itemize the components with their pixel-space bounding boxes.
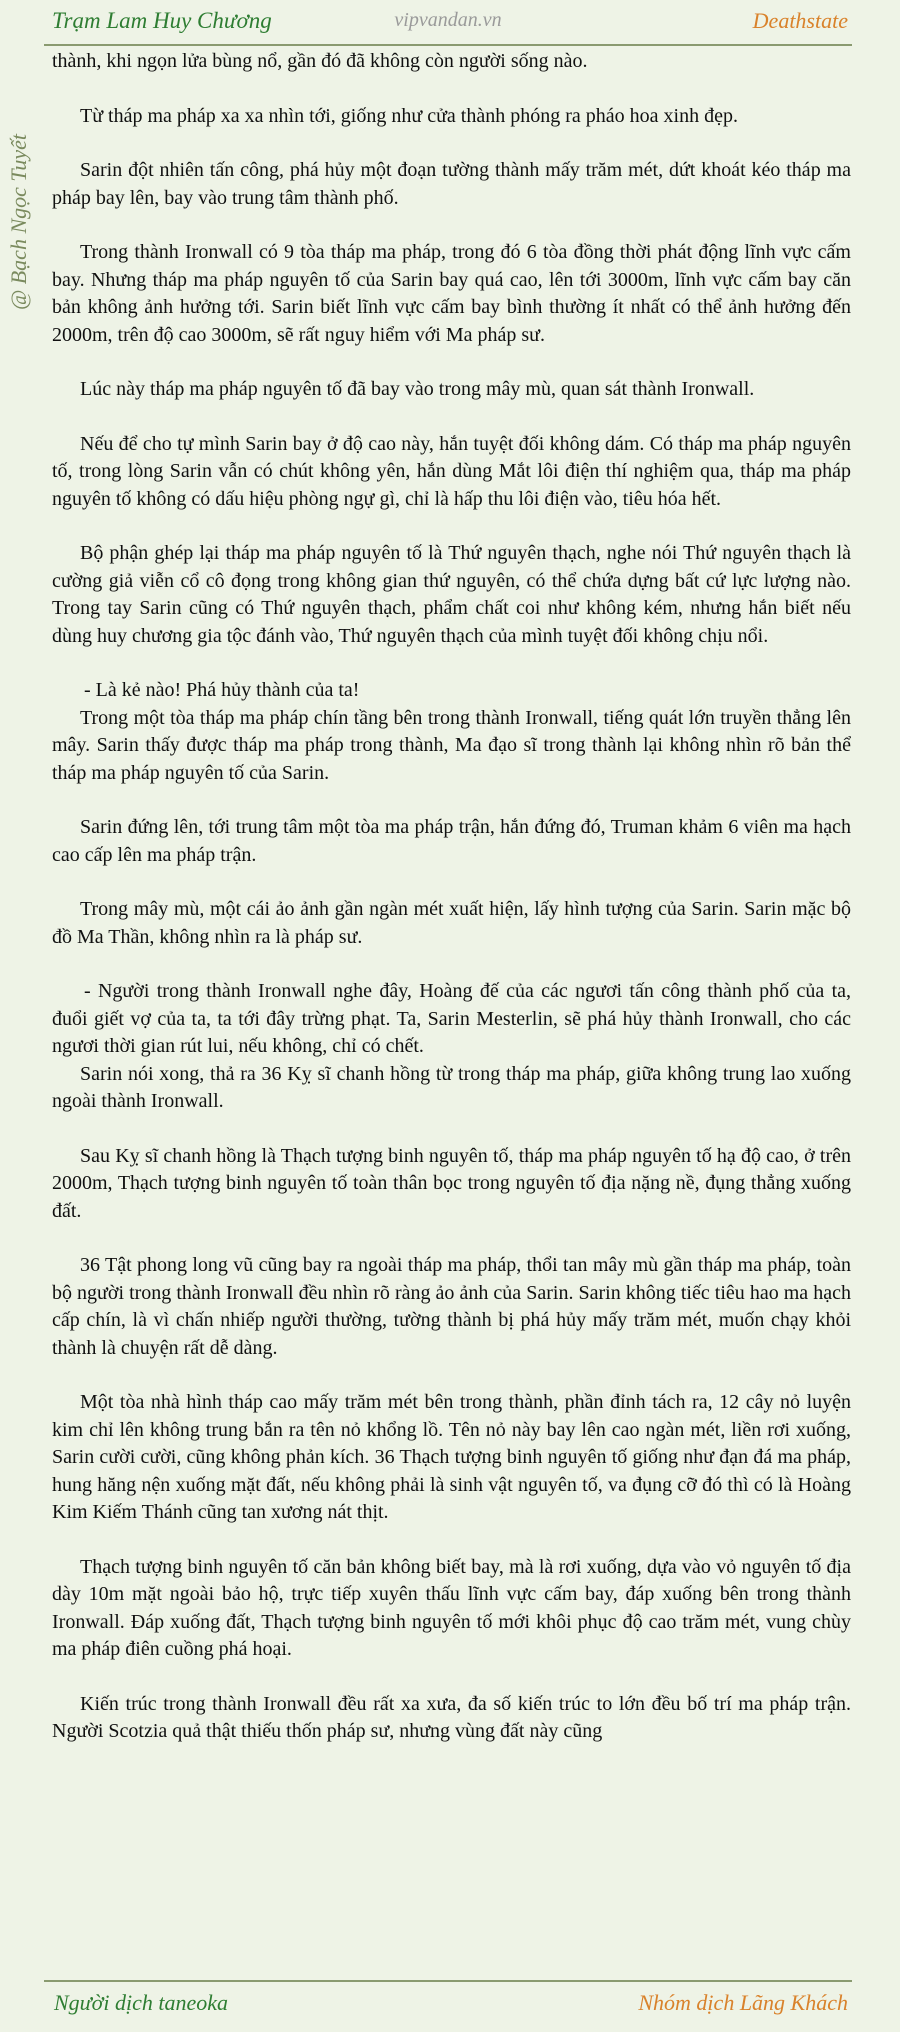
side-credit: @ Bạch Ngọc Tuyết: [6, 133, 31, 310]
page-header: [44, 0, 852, 46]
paragraph: Trong một tòa tháp ma pháp chín tầng bên trong thành Ironwall, tiếng quát lớn truyền thẳng lên mây. Sarin thấy được tháp ma pháp trong thành, Ma đạo sĩ trong thành lại không nhìn rõ bản thể tháp ma pháp nguyên tố của Sarin.: [52, 706, 851, 784]
site-name: vipvandan.vn: [394, 9, 502, 31]
paragraph: Sarin đứng lên, tới trung tâm một tòa ma pháp trận, hắn đứng đó, Truman khảm 6 viên ma hạch cao cấp lên ma pháp trận.: [52, 816, 851, 866]
dialogue-line: - Là kẻ nào! Phá hủy thành của ta!: [84, 679, 360, 701]
paragraph: thành, khi ngọn lửa bùng nổ, gần đó đã không còn người sống nào.: [52, 50, 588, 72]
translator-credit: Người dịch taneoka: [54, 1990, 229, 2015]
group-credit: Nhóm dịch Lãng Khách: [638, 1990, 848, 2015]
paragraph: Kiến trúc trong thành Ironwall đều rất xa xưa, đa số kiến trúc to lớn đều bố trí ma pháp trận. Người Scotzia quả thật thiếu thốn pháp sư, nhưng vùng đất này cũng: [52, 1692, 851, 1742]
paragraph: Trong mây mù, một cái ảo ảnh gần ngàn mét xuất hiện, lấy hình tượng của Sarin. Sarin mặc bộ đồ Ma Thần, không nhìn ra là pháp sư.: [52, 898, 851, 948]
paragraph: Một tòa nhà hình tháp cao mấy trăm mét bên trong thành, phần đỉnh tách ra, 12 cây nỏ luyện kim chỉ lên không trung bắn ra tên nỏ khổng lồ. Tên nỏ này bay lên cao ngàn mét, liền rơi xuống, Sarin cười cười, cũng không phản kích. 36 Thạch tượng binh nguyên tố giống như đạn đá ma pháp, hung hăng nện xuống mặt đất, nếu không phải là sinh vật nguyên tố, va đụng cỡ đó thì có là Hoàng Kim Kiếm Thánh cũng tan xương nát thịt.: [52, 1391, 851, 1523]
book-title: Trạm Lam Huy Chương: [52, 8, 272, 33]
paragraph: Thạch tượng binh nguyên tố căn bản không biết bay, mà là rơi xuống, dựa vào vỏ nguyên tố địa dày 10m mặt ngoài bảo hộ, trực tiếp xuyên thấu lĩnh vực cấm bay, đáp xuống bên trong thành Ironwall. Đáp xuống đất, Thạch tượng binh nguyên tố mới khôi phục độ cao trăm mét, vung chùy ma pháp điên cuồng phá hoại.: [52, 1555, 851, 1660]
paragraph: 36 Tật phong long vũ cũng bay ra ngoài tháp ma pháp, thổi tan mây mù gần tháp ma pháp, toàn bộ người trong thành Ironwall đều nhìn rõ ràng ảo ảnh của Sarin. Sarin không tiếc tiêu hao ma hạch cấp chín, là vì chấn nhiếp người thường, tường thành bị phá hủy mấy trăm mét, muốn chạy khỏi thành là chuyện rất dễ dàng.: [52, 1254, 851, 1359]
paragraph: Bộ phận ghép lại tháp ma pháp nguyên tố là Thứ nguyên thạch, nghe nói Thứ nguyên thạch là cường giả viễn cổ cô đọng trong không gian thứ nguyên, có thể chứa dựng bất cứ lực lượng nào. Trong tay Sarin cũng có Thứ nguyên thạch, phẩm chất coi như không kém, nhưng hắn biết nếu dùng huy chương gia tộc đánh vào, Thứ nguyên thạch của mình tuyệt đối không chịu nổi.: [52, 542, 851, 647]
paragraph: Trong thành Ironwall có 9 tòa tháp ma pháp, trong đó 6 tòa đồng thời phát động lĩnh vực cấm bay. Nhưng tháp ma pháp nguyên tố của Sarin bay quá cao, lên tới 3000m, lĩnh vực cấm bay căn bản không ảnh hưởng tới. Sarin biết lĩnh vực cấm bay bình thường ít nhất có thể ảnh hưởng đến 2000m, trên độ cao 3000m, sẽ rất nguy hiểm với Ma pháp sư.: [52, 241, 851, 346]
author-name: Deathstate: [752, 8, 848, 33]
paragraph: Sarin đột nhiên tấn công, phá hủy một đoạn tường thành mấy trăm mét, dứt khoát kéo tháp ma pháp bay lên, bay vào trung tâm thành phố.: [52, 159, 851, 209]
paragraph: Sarin nói xong, thả ra 36 Kỵ sĩ chanh hồng từ trong tháp ma pháp, giữa không trung lao xuống ngoài thành Ironwall.: [52, 1062, 851, 1112]
paragraph: Từ tháp ma pháp xa xa nhìn tới, giống như cửa thành phóng ra pháo hoa xinh đẹp.: [80, 104, 738, 127]
page-footer: [44, 1980, 852, 2032]
paragraph: Sau Kỵ sĩ chanh hồng là Thạch tượng binh nguyên tố, tháp ma pháp nguyên tố hạ độ cao, ở trên 2000m, Thạch tượng binh nguyên tố toàn thân bọc trong nguyên tố địa nặng nề, đụng thẳng xuống đất.: [52, 1144, 851, 1222]
paragraph: Nếu để cho tự mình Sarin bay ở độ cao này, hắn tuyệt đối không dám. Có tháp ma pháp nguyên tố, trong lòng Sarin vẫn có chút không yên, hắn dùng Mắt lôi điện thí nghiệm qua, tháp ma pháp nguyên tố không có dấu hiệu phòng ngự gì, chỉ là hấp thu lôi điện vào, tiêu hóa hết.: [52, 432, 851, 510]
paragraph: Lúc này tháp ma pháp nguyên tố đã bay vào trong mây mù, quan sát thành Ironwall.: [80, 378, 755, 400]
dialogue-line: - Người trong thành Ironwall nghe đây, Hoàng đế của các ngươi tấn công thành phố của ta, đuổi giết vợ của ta, ta tới đây trừng phạt. Ta, Sarin Mesterlin, sẽ phá hủy thành Ironwall, cho các ngươi thời gian rút lui, nếu không, chỉ có chết.: [52, 980, 851, 1057]
chapter-text: [52, 48, 851, 1978]
